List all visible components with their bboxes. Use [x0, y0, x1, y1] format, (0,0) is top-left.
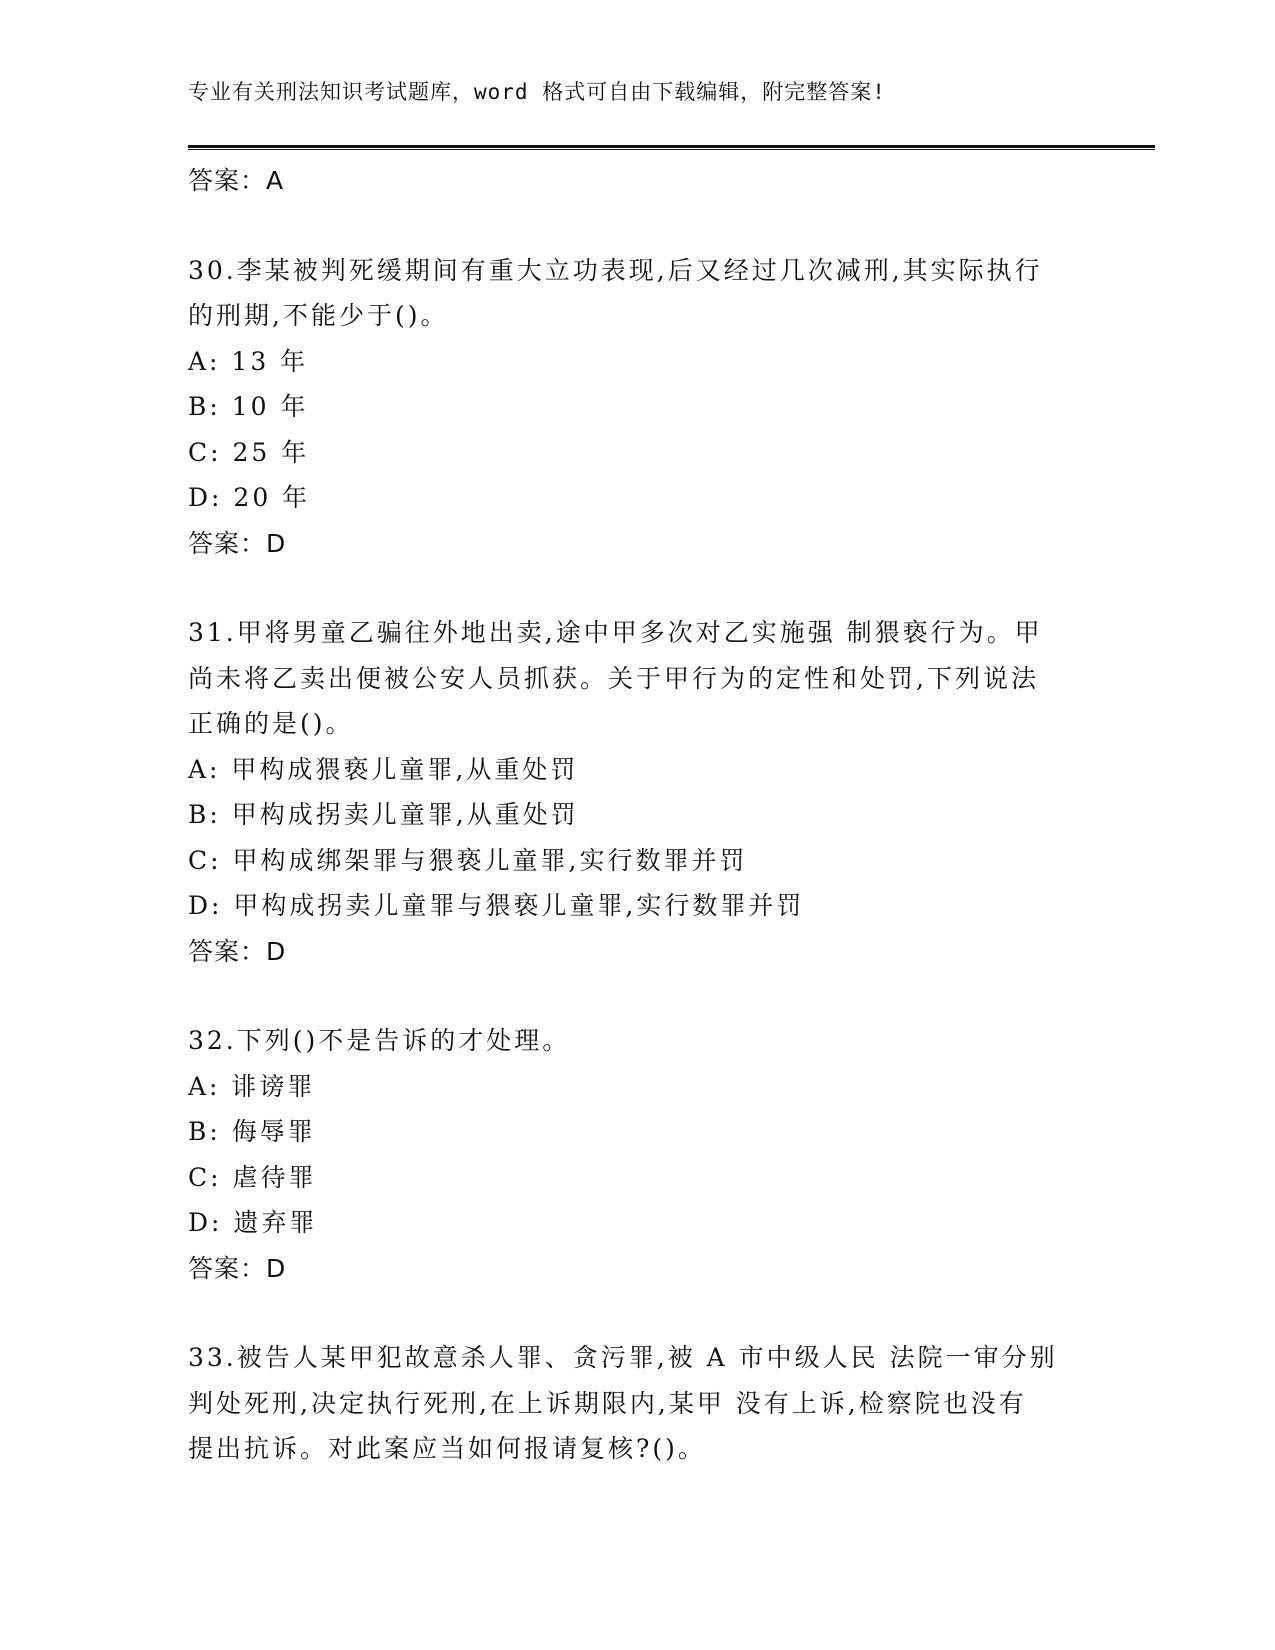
option-c: C: 甲构成绑架罪与猥亵儿童罪,实行数罪并罚	[188, 845, 748, 875]
option-a: A: 甲构成猥亵儿童罪,从重处罚	[188, 754, 579, 784]
spacer	[188, 1291, 1088, 1335]
previous-answer: 答案：A	[188, 166, 285, 195]
spacer	[188, 974, 1088, 1018]
option-d: D: 20 年	[188, 483, 311, 512]
option-a: A: 13 年	[188, 346, 309, 376]
question-stem-line: 尚未将乙卖出便被公安人员抓获。关于甲行为的定性和处罚,下列说法	[188, 663, 1039, 693]
option-c: C: 虐待罪	[188, 1162, 317, 1192]
option-c: C: 25 年	[188, 437, 310, 467]
question-30	[188, 248, 1088, 567]
question-stem-line: 30.李某被判死缓期间有重大立功表现,后又经过几次减刑,其实际执行	[188, 255, 1043, 285]
page-header: 专业有关刑法知识考试题库，word 格式可自由下载编辑，附完整答案!	[188, 80, 886, 104]
question-stem-line: 32.下列()不是告诉的才处理。	[188, 1026, 571, 1055]
option-b: B: 甲构成拐卖儿童罪,从重处罚	[188, 800, 579, 829]
header-divider	[188, 145, 1155, 150]
question-stem-line: 提出抗诉。对此案应当如何报请复核?()。	[188, 1434, 706, 1463]
answer-line: 答案：D	[188, 936, 287, 966]
question-stem-line: 正确的是()。	[188, 709, 354, 738]
question-33	[188, 1335, 1088, 1472]
spacer	[188, 566, 1088, 610]
option-d: D: 甲构成拐卖儿童罪与猥亵儿童罪,实行数罪并罚	[188, 891, 805, 920]
answer-line: 答案：D	[188, 528, 287, 558]
question-32	[188, 1018, 1088, 1291]
question-31	[188, 610, 1088, 974]
question-stem-line: 31.甲将男童乙骗往外地出卖,途中甲多次对乙实施强 制猥亵行为。甲	[188, 618, 1043, 647]
question-stem-line: 判处死刑,决定执行死刑,在上诉期限内,某甲 没有上诉,检察院也没有	[188, 1388, 1027, 1418]
option-b: B: 10 年	[188, 392, 309, 421]
answer-line: 答案：D	[188, 1253, 287, 1283]
option-d: D: 遗弃罪	[188, 1208, 318, 1237]
option-b: B: 侮辱罪	[188, 1117, 316, 1146]
spacer	[188, 204, 1088, 248]
question-content	[188, 158, 1088, 1472]
option-a: A: 诽谤罪	[188, 1071, 316, 1101]
question-stem-line: 33.被告人某甲犯故意杀人罪、贪污罪,被 A 市中级人民 法院一审分别	[188, 1343, 1058, 1372]
question-stem-line: 的刑期,不能少于()。	[188, 301, 449, 330]
